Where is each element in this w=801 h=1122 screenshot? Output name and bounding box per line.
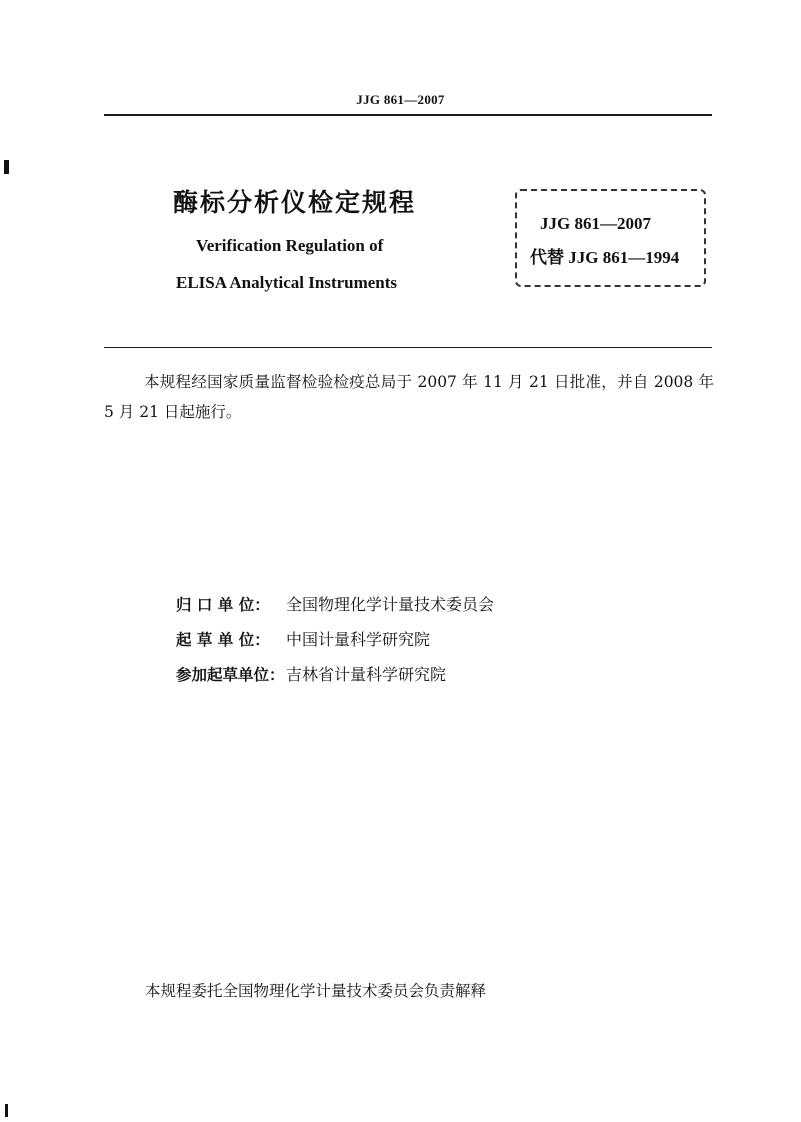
document-code-header: JJG 861—2007 xyxy=(356,92,445,107)
chinese-title: 酶标分析仪检定规程 xyxy=(173,188,417,217)
code-box-replaces: 代替 JJG 861—1994 xyxy=(530,248,680,267)
code-box-current: JJG 861—2007 xyxy=(540,214,651,233)
header-rule xyxy=(104,114,712,116)
english-title-line-1: Verification Regulation of xyxy=(196,236,384,255)
scan-mark-bottom-left xyxy=(5,1104,8,1117)
unit-row-participating xyxy=(176,660,494,695)
scan-mark-top-left xyxy=(4,160,9,174)
unit-label: 归 口 单 位： xyxy=(176,596,270,614)
unit-label: 参加起草单位： xyxy=(176,666,285,684)
approval-paragraph: 本规程经国家质量监督检验检疫总局于 2007 年 11 月 21 日批准，并自 2008 年 5 月 21 日起施行。 xyxy=(104,373,714,421)
unit-value: 全国物理化学计量技术委员会 xyxy=(286,595,495,614)
interpretation-note: 本规程委托全国物理化学计量技术委员会负责解释 xyxy=(145,982,487,1000)
unit-row-drafting xyxy=(176,625,494,660)
code-box xyxy=(515,189,706,287)
unit-label: 起 草 单 位： xyxy=(176,631,270,649)
drafting-units xyxy=(176,590,494,695)
unit-value: 中国计量科学研究院 xyxy=(286,630,431,649)
title-rule xyxy=(104,347,712,348)
unit-value: 吉林省计量科学研究院 xyxy=(286,665,447,684)
english-title-line-2: ELISA Analytical Instruments xyxy=(176,273,398,292)
unit-row-responsible xyxy=(176,590,494,625)
